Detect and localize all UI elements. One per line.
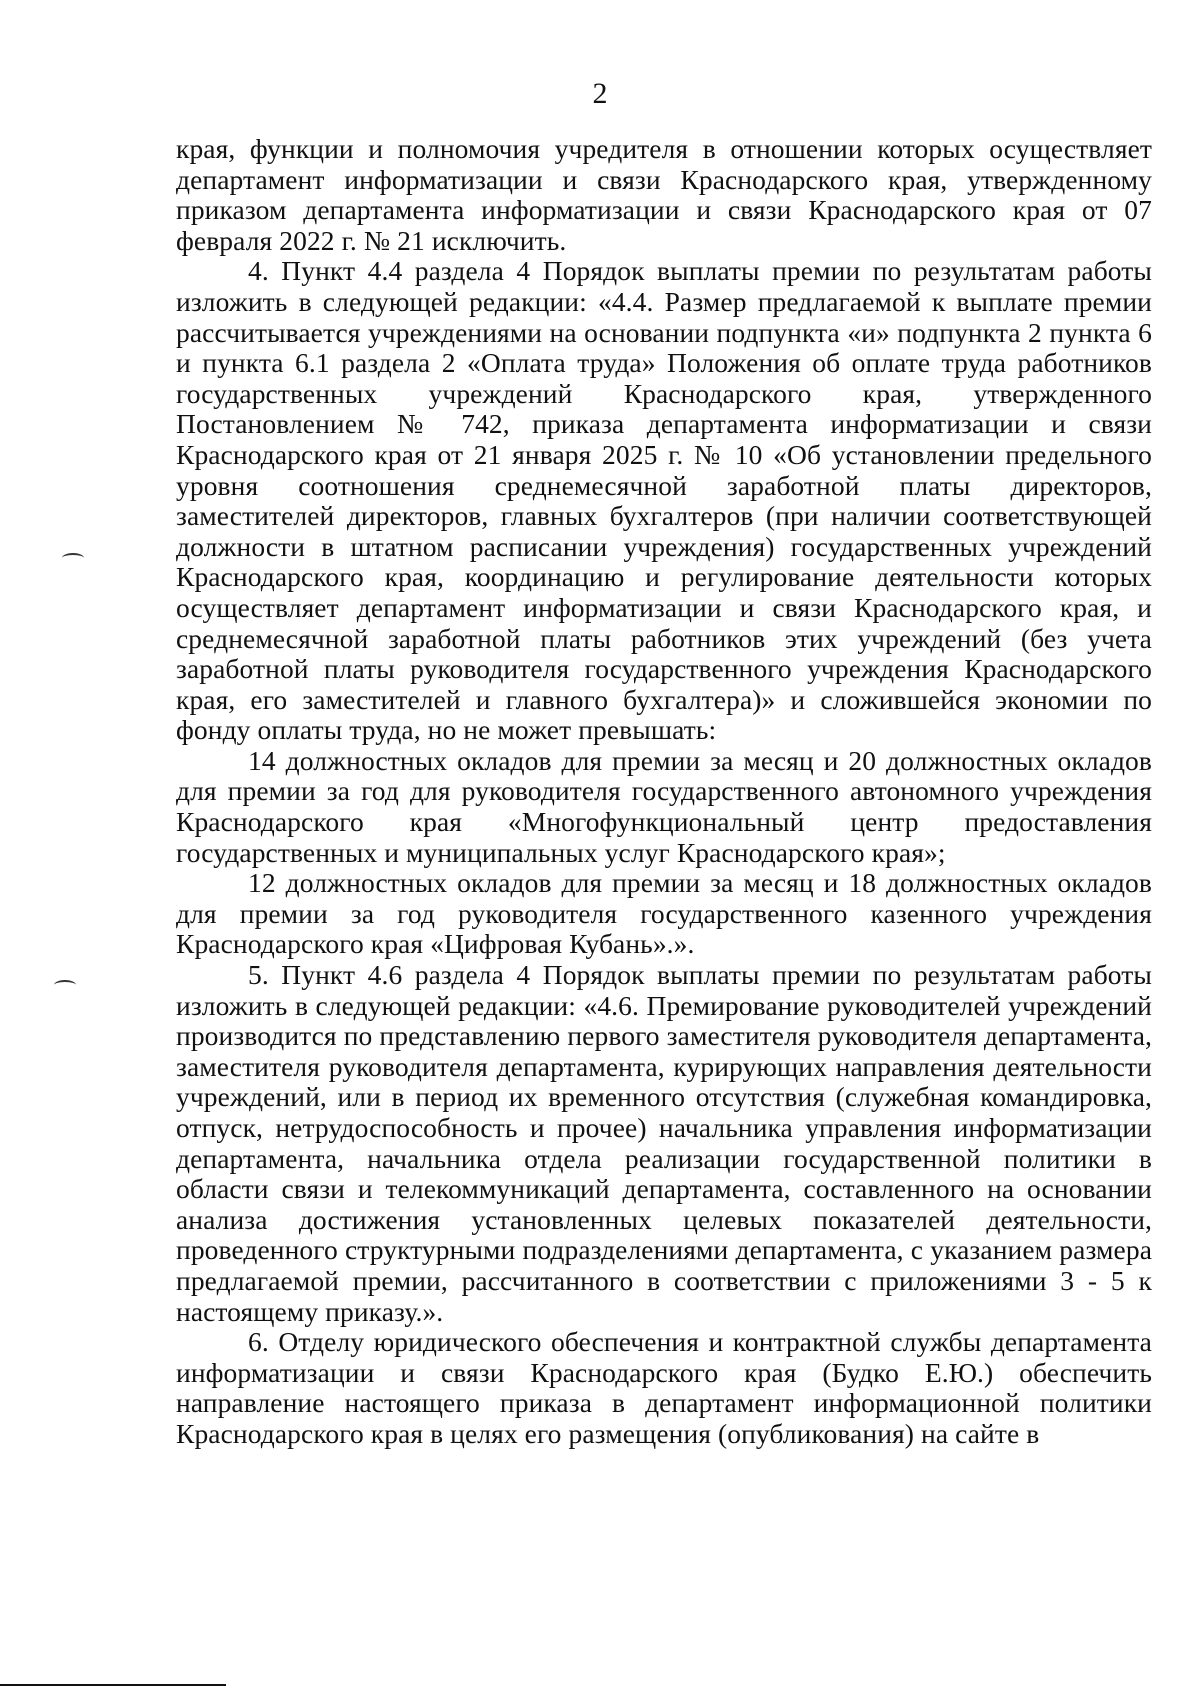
scan-artifact-mark — [62, 553, 84, 563]
paragraph-limit-mfc: 14 должностных окладов для премии за месяц и 20 должностных окладов для премии за год для руководителя государственного автономного учреждения Краснодарского края «Многофункциональный центр предоставления государственных и муниципальных услуг Краснодарского края»; — [176, 744, 1152, 868]
paragraph-item-6: 6. Отделу юридического обеспечения и контрактной службы департамента информатизации и связи Краснодарского края (Будко Е.Ю.) обеспечить направление настоящего приказа в департамент информационной политики Краснодарского края в целях его размещения (опубликования) на сайте в — [176, 1326, 1152, 1449]
paragraph-item-5: 5. Пункт 4.6 раздела 4 Порядок выплаты премии по результатам работы изложить в следующей редакции: «4.6. Премирование руководителей учреждений производится по представлению первого заместителя руководителя департамента, заместителя руководителя департамента, курирующих направления деятельности учреждений, или в период их временного отсутствия (служебная командировка, отпуск, нетрудоспособность и прочее) начальника управления информатизации департамента, начальника отдела реализации государственной политики в области связи и телекоммуникаций департамента, составленного на основании анализа достижения установленных целевых показателей деятельности, проведенного структурными подразделениями департамента, с указанием размера предлагаемой премии, рассчитанного в соответствии с приложениями 3 - 5 к настоящему приказу.». — [176, 959, 1152, 1327]
paragraph-limit-digital-kuban: 12 должностных окладов для премии за месяц и 18 должностных окладов для премии за год руководителя государственного казенного учреждения Краснодарского края «Цифровая Кубань».». — [176, 867, 1152, 960]
footnote-rule — [0, 1684, 226, 1686]
scan-artifact-mark — [54, 980, 76, 990]
paragraph-item-4: 4. Пункт 4.4 раздела 4 Порядок выплаты премии по результатам работы изложить в следующей редакции: «4.4. Размер предлагаемой к выплате премии рассчитывается учреждениями на основании подпункта «и» подпункта 2 пункта 6 и пункта 6.1 раздела 2 «Оплата труда» Положения об оплате труда работников государственных учреждений Краснодарского края, утвержденного Постановлением № 742, приказа департамента информатизации и связи Краснодарского края от 21 января 2025 г. № 10 «Об установлении предельного уровня соотношения среднемесячной заработной платы директоров, заместителей директоров, главных бухгалтеров (при наличии соответствующей должности в штатном расписании учреждения) государственных учреждений Краснодарского края, координацию и регулирование деятельности которых осуществляет департамент информатизации и связи Краснодарского края, и среднемесячной заработной платы работников этих учреждений (без учета заработной платы руководителя государственного учреждения Краснодарского края, его заместителей и главного бухгалтера)» и сложившейся экономии по фонду оплаты труда, но не может превышать: — [176, 255, 1152, 746]
page-number: 2 — [592, 77, 608, 110]
paragraph-continuation: края, функции и полномочия учредителя в отношении которых осуществляет департамент информатизации и связи Краснодарского края, утвержденному приказом департамента информатизации и связи Краснодарского края от 07 февраля 2022 г. № 21 исключить. — [176, 133, 1152, 256]
document-body — [176, 134, 1152, 1450]
